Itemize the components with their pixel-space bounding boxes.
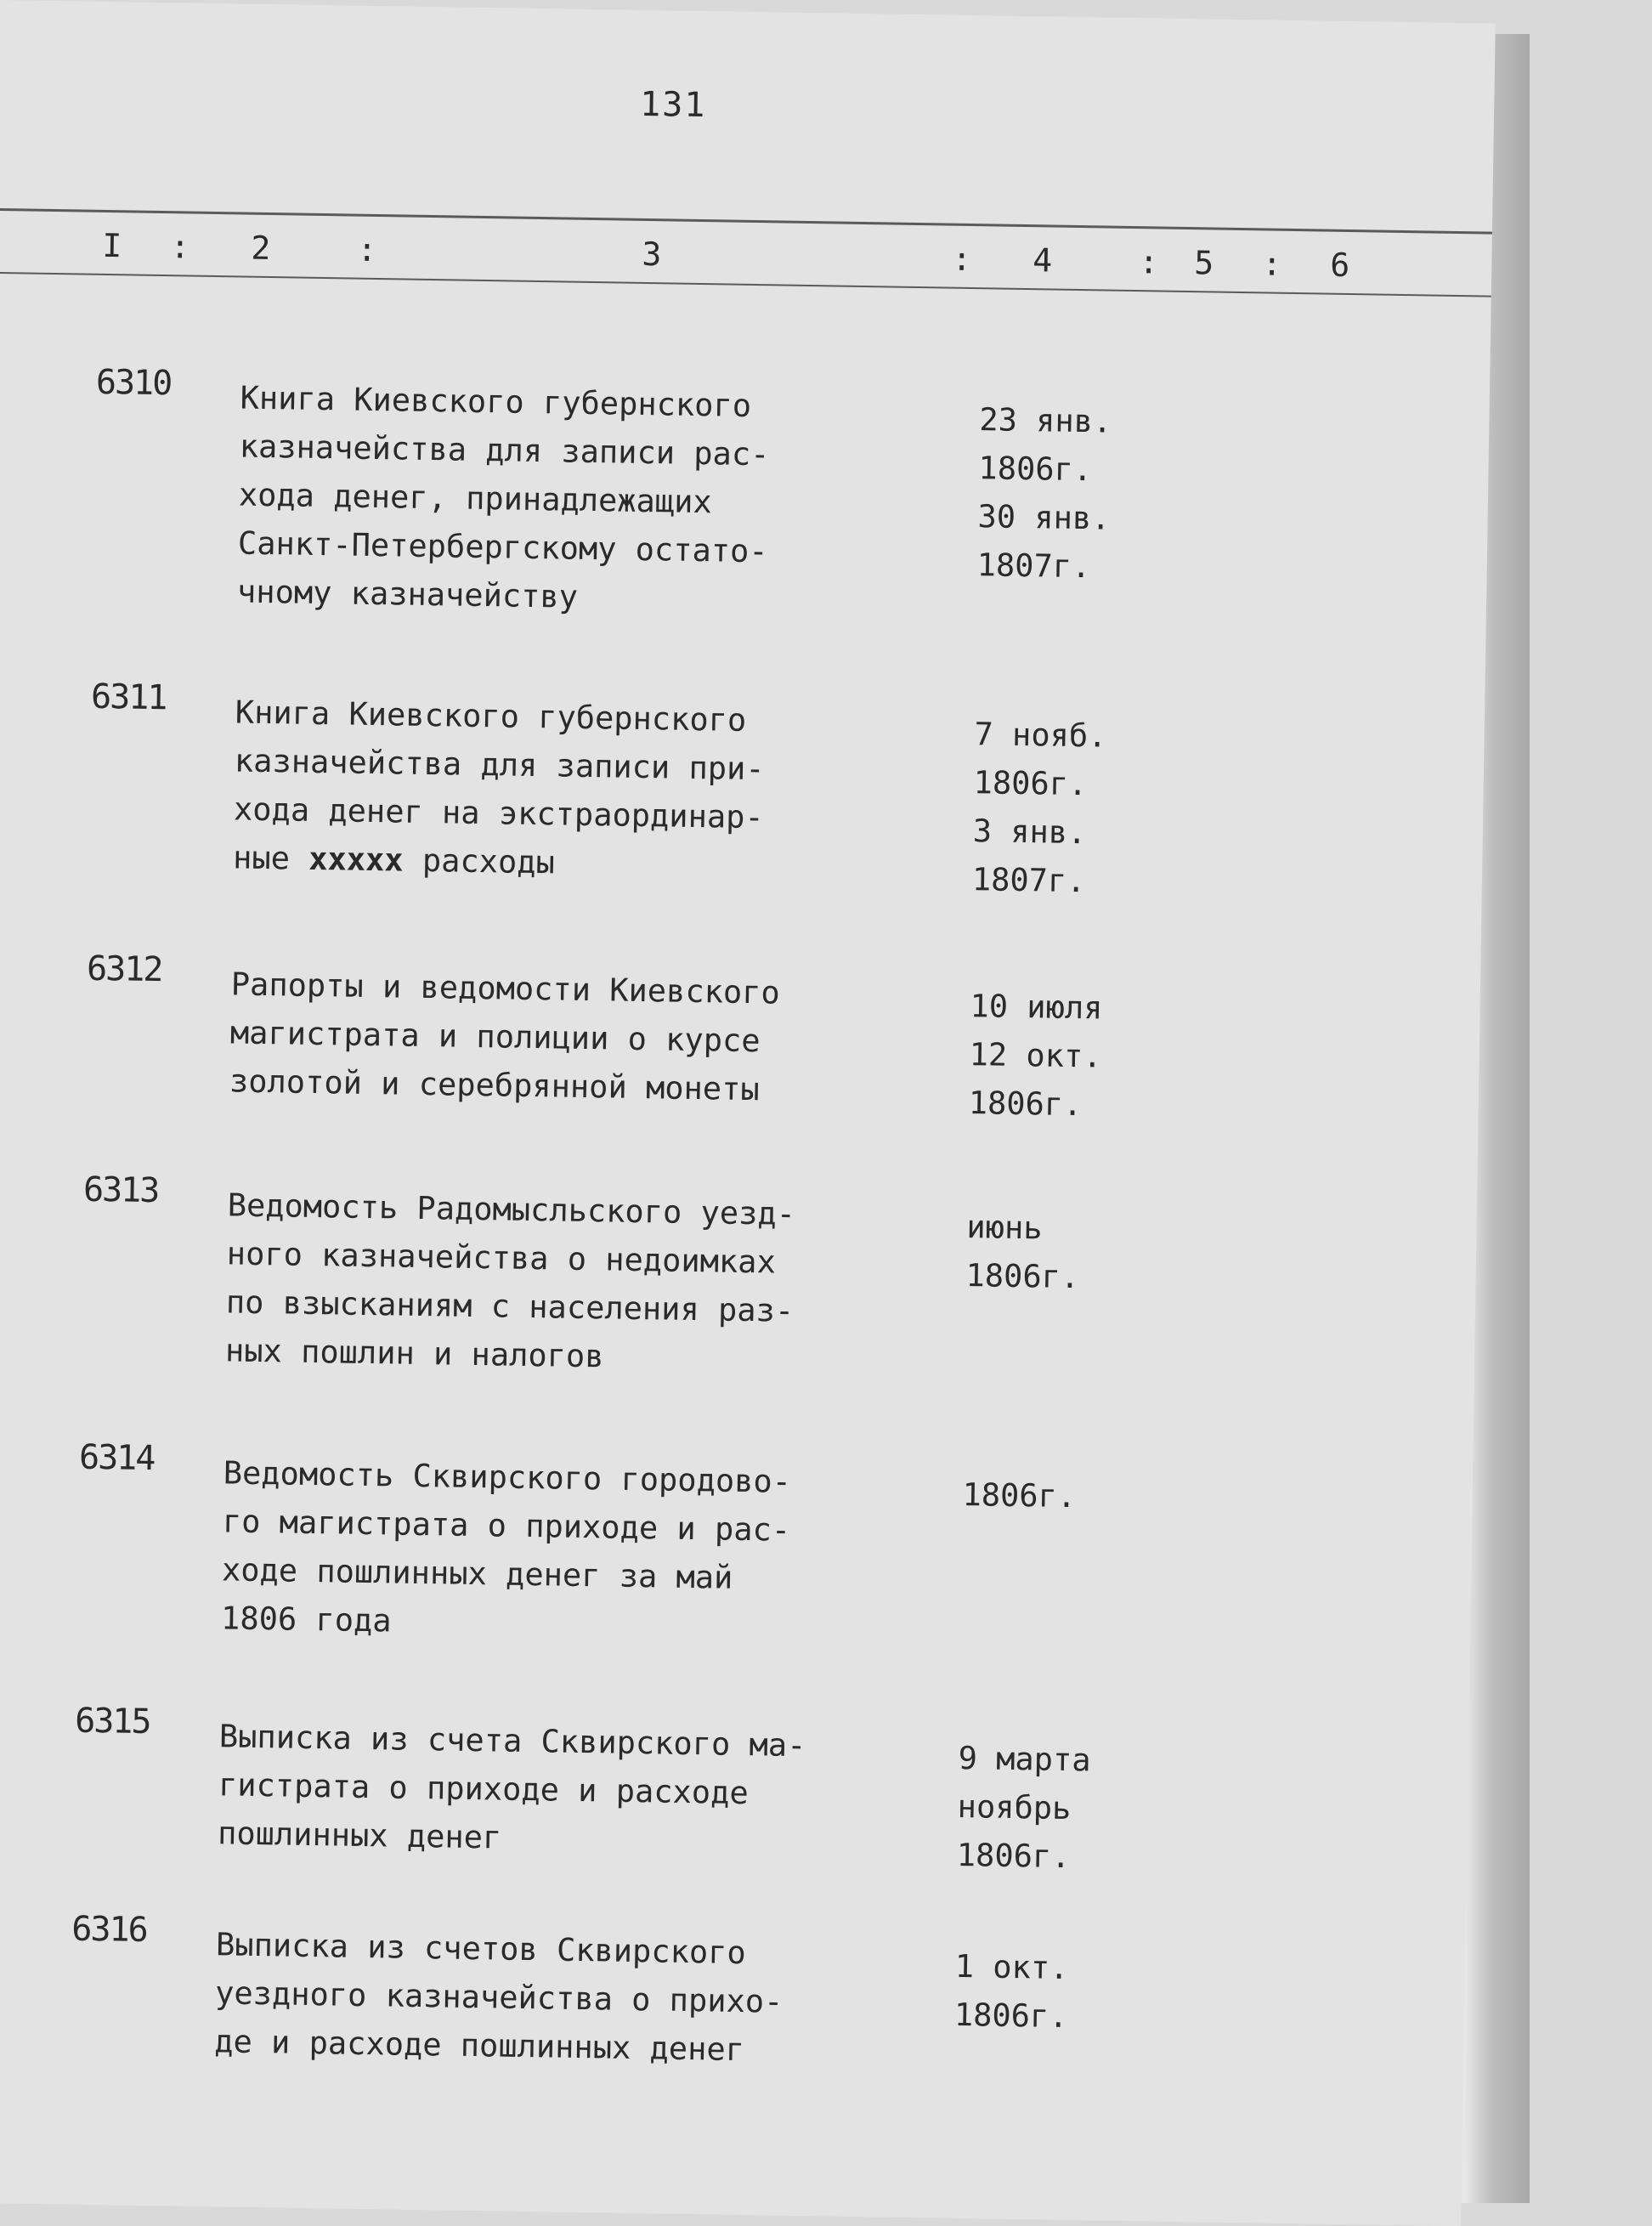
entry-title: Ведомость Радомысльского уезд- ного казначейства о недоимках по взысканиям с населения раз- ных пошлин и налогов — [224, 1187, 796, 1375]
entry-number: 6311 — [90, 677, 167, 718]
inventory-entry — [0, 1169, 1426, 1375]
entry-number: 6312 — [86, 949, 162, 990]
inventory-entry — [0, 1436, 1422, 1640]
column-header-4: 4 — [1032, 241, 1053, 280]
entry-number: 6316 — [71, 1909, 148, 1950]
entry-number: 6315 — [74, 1701, 150, 1742]
entry-number: 6314 — [78, 1437, 155, 1479]
column-separator: : — [170, 228, 190, 266]
entry-title: Выписка из счета Сквирского ма- гистрата о приходе и расходе пошлинных денег — [217, 1718, 806, 1856]
struck-out-text: xxxxx — [308, 840, 404, 879]
entry-dates: 1806г. — [962, 1476, 1077, 1515]
inventory-entry — [0, 361, 1439, 615]
entry-dates: 7 нояб. 1806г. 3 янв. 1807г. — [971, 716, 1107, 900]
entry-title: Выписка из счетов Сквирского уездного казначейства о прихо- де и расходе пошлинных денег — [213, 1926, 784, 2069]
header-rule-top — [0, 208, 1492, 235]
entry-title: Рапорты и ведомости Киевского магистрата и полиции о курсе золотой и серебрянной монеты — [229, 966, 781, 1108]
entry-number: 6313 — [82, 1170, 159, 1211]
column-separator: : — [357, 230, 377, 269]
entry-dates: 1 окт. 1806г. — [953, 1947, 1069, 2036]
column-header-1: I — [102, 226, 122, 265]
column-separator: : — [1261, 245, 1282, 283]
inventory-entry — [0, 948, 1429, 1124]
page-number: 131 — [639, 84, 707, 126]
entry-dates: 9 марта ноябрь 1806г. — [956, 1739, 1091, 1876]
entry-title: Книга Киевского губернского казначейства для записи при- хода денег на экстраординар- ные xxxxx расходы — [232, 694, 765, 881]
entry-dates: 23 янв. 1806г. 30 янв. 1807г. — [976, 401, 1112, 586]
entry-number: 6310 — [95, 362, 172, 404]
inventory-entry — [0, 1700, 1417, 1876]
column-header-6: 6 — [1329, 246, 1350, 284]
inventory-entry — [0, 676, 1434, 900]
column-header-5: 5 — [1193, 244, 1214, 282]
column-header-3: 3 — [642, 235, 662, 274]
entry-dates: 10 июля 12 окт. 1806г. — [968, 988, 1103, 1124]
column-separator: : — [952, 240, 972, 278]
inventory-entry — [0, 1908, 1415, 2069]
entry-title: Книга Киевского губернского казначейства для записи рас- хода денег, принадлежащих Санкт-Петербергскому остато- чному казначейству — [236, 379, 770, 615]
entry-title: Ведомость Сквирского городово- го магистрата о приходе и рас- ходе пошлинных денег за май 1806 года — [220, 1454, 792, 1640]
column-separator: : — [1138, 243, 1159, 281]
entry-dates: июнь 1806г. — [965, 1209, 1080, 1296]
column-header-2: 2 — [251, 229, 271, 268]
